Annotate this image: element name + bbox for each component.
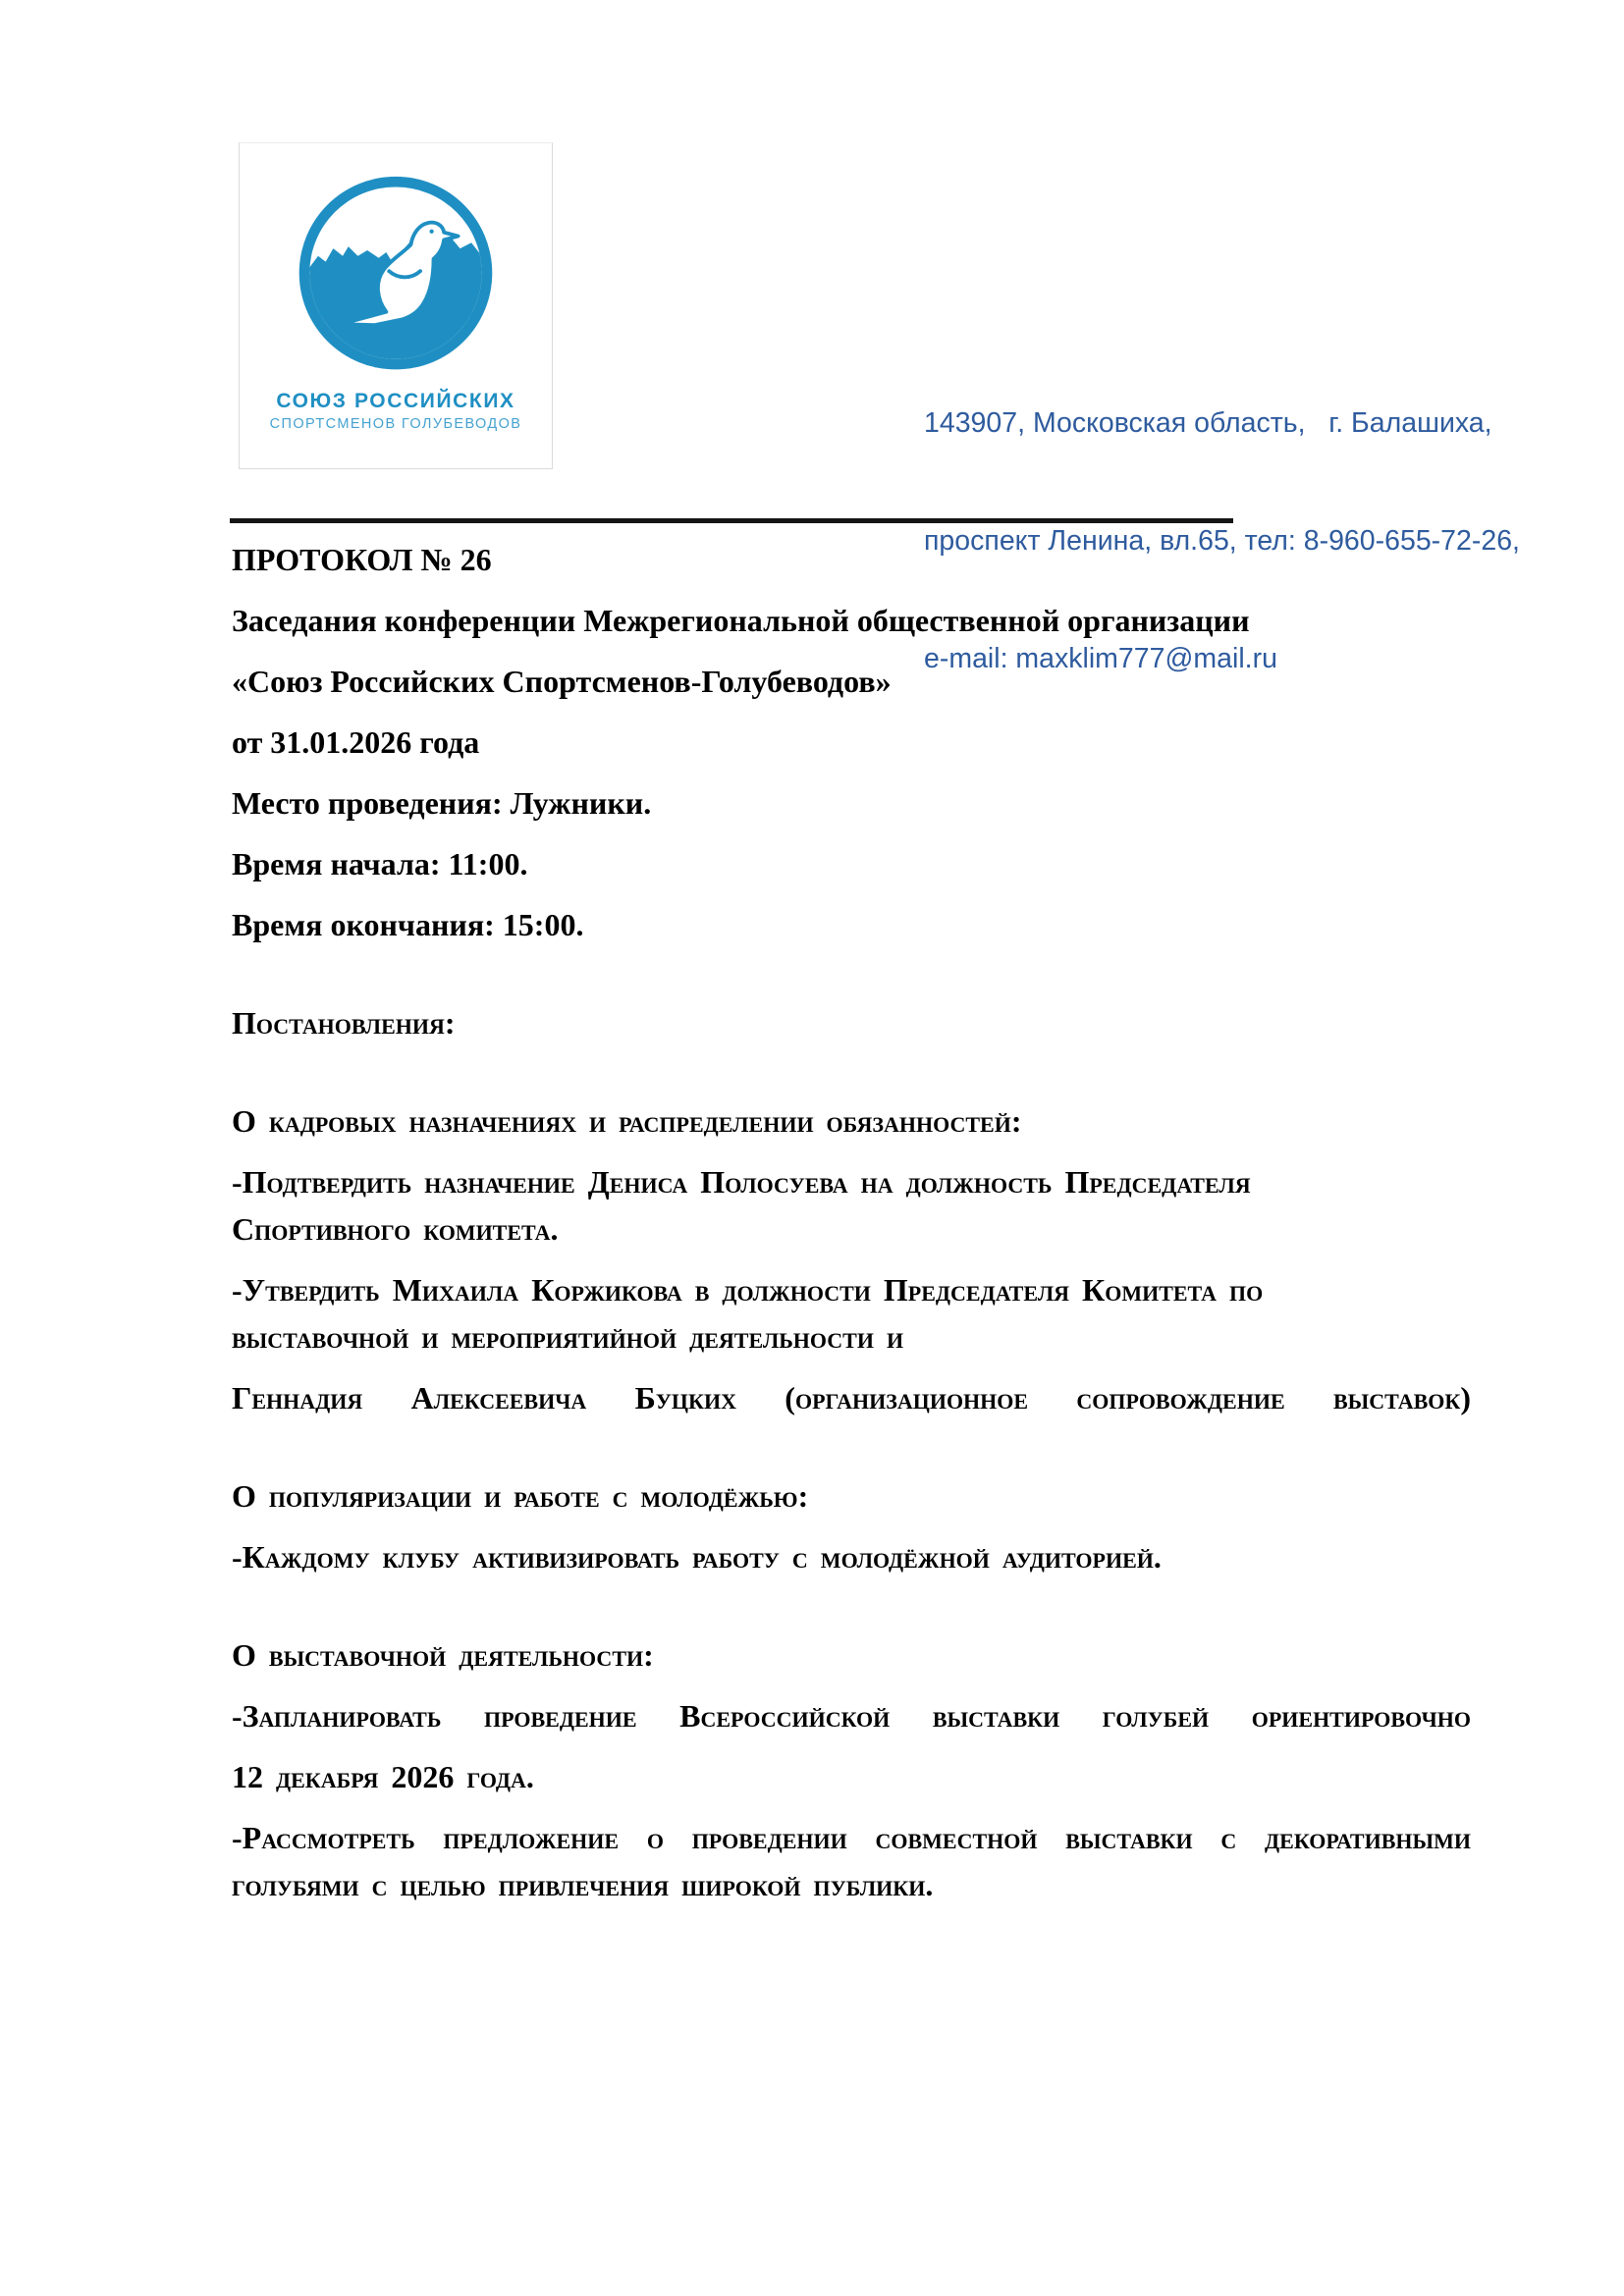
logo-title: СОЮЗ РОССИЙСКИХ: [276, 390, 515, 412]
resolutions-heading: Постановления:: [232, 1005, 456, 1041]
resolution-line: -Запланировать проведение Всероссийской выставки голубей ориентировочно: [232, 1698, 1471, 1734]
resolution-line: -Утвердить Михаила Коржикова в должности Председателя Комитета по: [232, 1272, 1264, 1308]
resolution-line: выставочной и мероприятийной деятельности и: [232, 1319, 904, 1355]
pigeon-logo-icon: [292, 173, 500, 381]
contact-email-line: e-mail: maxklim777@mail.ru: [924, 643, 1277, 674]
contact-address-line: 143907, Московская область, г. Балашиха,: [924, 407, 1492, 439]
date-line: от 31.01.2026 года: [232, 724, 480, 760]
resolution-line: голубями с целью привлечения широкой публики.: [232, 1867, 934, 1902]
section-heading-youth: О популяризации и работе с молодёжью:: [232, 1478, 809, 1514]
resolution-line: 12 декабря 2026 года.: [232, 1759, 534, 1794]
organization-name-line: «Союз Российских Спортсменов-Голубеводов»: [232, 664, 892, 699]
meeting-description-line: Заседания конференции Межрегиональной общественной организации: [232, 603, 1250, 638]
logo-subtitle: СПОРТСМЕНОВ ГОЛУБЕВОДОВ: [269, 416, 522, 432]
resolution-line: -Рассмотреть предложение о проведении совместной выставки с декоративными: [232, 1820, 1471, 1855]
resolution-line: Геннадия Алексеевича Буцких (организационное сопровождение выставок): [232, 1380, 1471, 1415]
resolution-line: -Каждому клубу активизировать работу с молодёжной аудиторией.: [232, 1539, 1162, 1575]
protocol-number-line: ПРОТОКОЛ № 26: [232, 542, 492, 577]
header-separator-line: [230, 518, 1233, 523]
document-body: [232, 536, 1471, 1922]
resolution-line: -Подтвердить назначение Дениса Полосуева на должность Председателя: [232, 1164, 1251, 1200]
section-heading-personnel: О кадровых назначениях и распределении обязанностей:: [232, 1103, 1022, 1139]
section-heading-exhibition: О выставочной деятельности:: [232, 1637, 654, 1673]
venue-line: Место проведения: Лужники.: [232, 785, 652, 821]
organization-logo: [239, 142, 553, 469]
end-time-line: Время окончания: 15:00.: [232, 907, 584, 942]
start-time-line: Время начала: 11:00.: [232, 846, 528, 881]
resolution-line: Спортивного комитета.: [232, 1211, 559, 1247]
contact-phone-line: проспект Ленина, вл.65, тел: 8-960-655-72-26,: [924, 525, 1520, 557]
